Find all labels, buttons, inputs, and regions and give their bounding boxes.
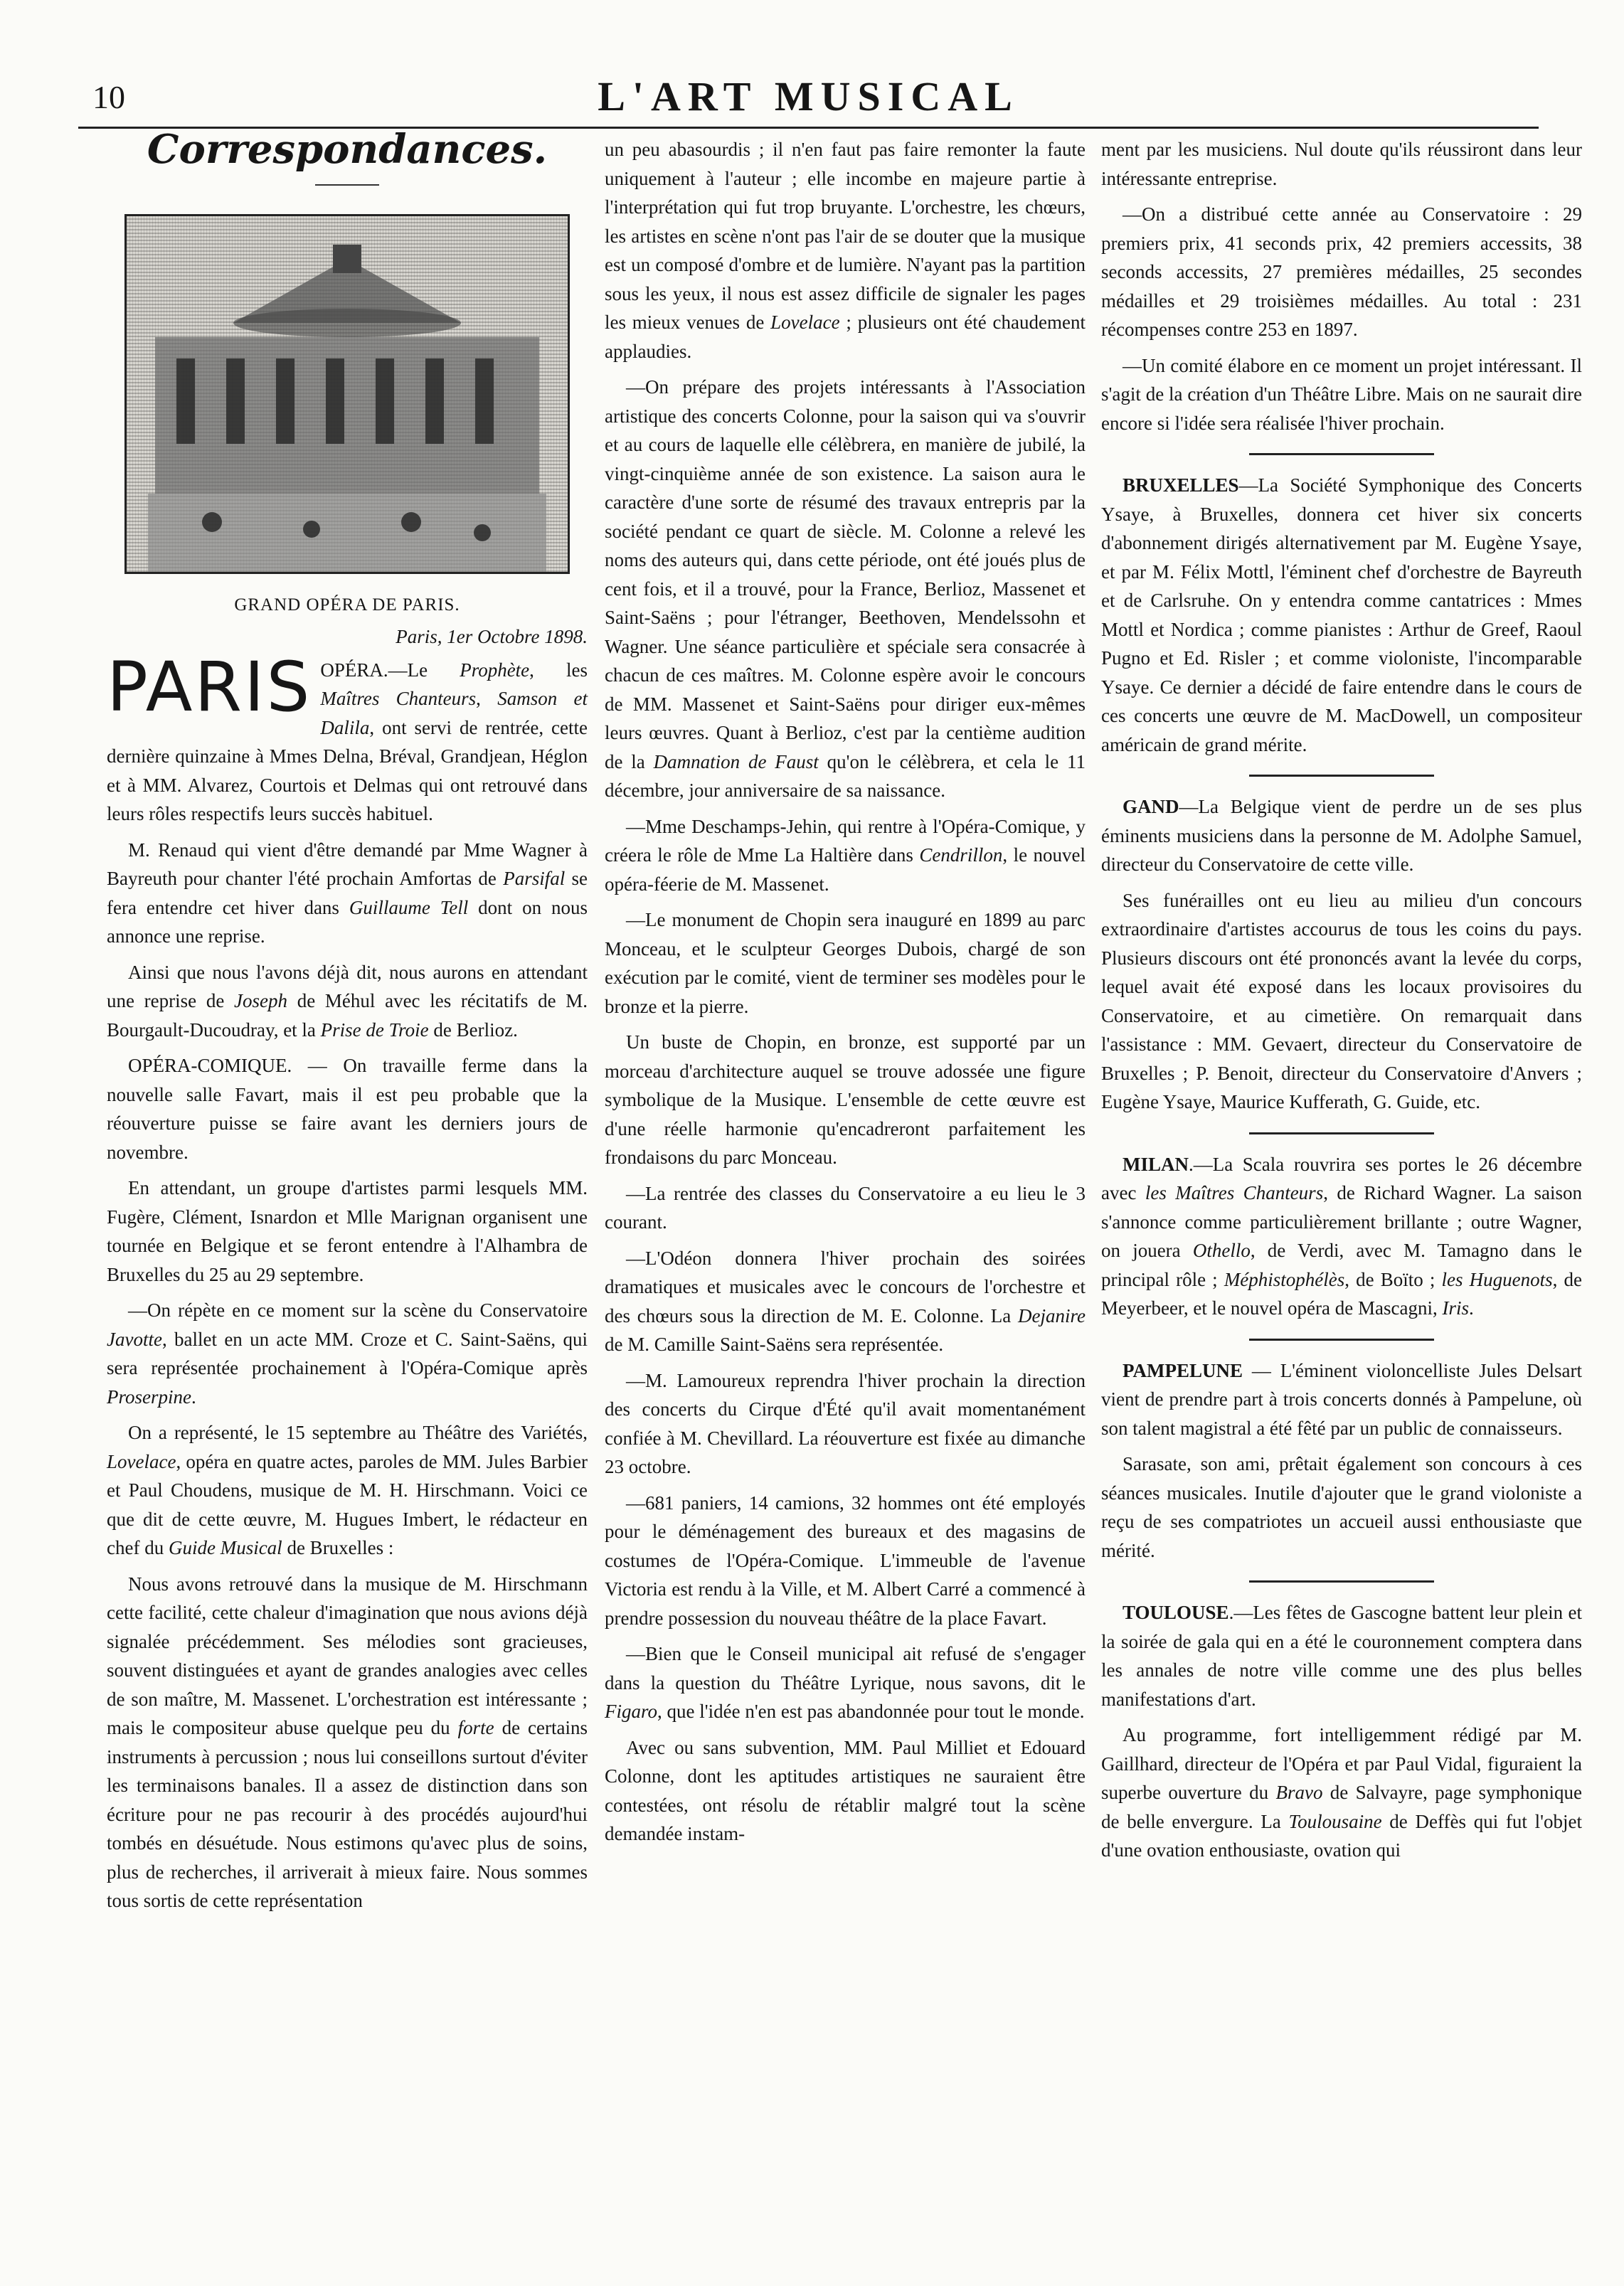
paragraph: M. Renaud qui vient d'être demandé par Mme Wagner à Bayreuth pour chanter l'été prochain Amfortas de Parsifal se fera entendre cet hiver dans Guillaume Tell dont on nous annonce une reprise. <box>107 839 588 947</box>
paragraph: —Bien que le Conseil municipal ait refusé de s'engager dans la question du Théâtre Lyrique, nous savons, dit le Figaro, que l'idée n'en est pas abandonnée pour tout le monde. <box>605 1643 1086 1722</box>
paragraph: PARIS OPÉRA.—Le Prophète, les Maîtres Chanteurs, Samson et Dalila, ont servi de rentrée, cette dernière quinzaine à Mmes Delna, Bréval, Grandjean, Héglon et à MM. Alvarez, Courtois et Delmas qui ont retrouvé dans leurs rôles respectifs leurs succès habituel. <box>107 647 588 824</box>
title-rule <box>315 184 379 186</box>
paragraph: Sarasate, son ami, prêtait également son concours à ces séances musicales. Inutile d'ajouter que le grand violoniste a reçu de ses compatriotes un accueil aussi enthousiaste que mérité. <box>1101 1453 1582 1561</box>
paris-dropcap: PARIS <box>107 647 312 727</box>
paragraph: Ses funérailles ont eu lieu au milieu d'un concours extraordinaire d'artistes accourus de tous les coins du pays. Plusieurs discours ont été prononcés avant la levée du corps, lequel avait été exposé dans les locaux provisoires du Conservatoire, et au cimetière. On remarquait dans l'assistance : MM. Gevaert, directeur du Conservatoire de Bruxelles ; P. Benoit, directeur du Conservatoire d'Anvers ; Eugène Ysaye, Maurice Kufferath, G. Guide, etc. <box>1101 889 1582 1112</box>
section-rule <box>1249 1339 1434 1341</box>
paragraph: —On a distribué cette année au Conservatoire : 29 premiers prix, 41 seconds prix, 42 premiers accessits, 38 seconds accessits, 27 premières médailles, 25 secondes médailles et 29 troisièmes médailles. Au total : 231 récompenses contre 253 en 1897. <box>1101 203 1582 340</box>
section-rule <box>1249 453 1434 455</box>
city-heading: GAND <box>1123 796 1179 817</box>
opera-building-illustration <box>127 216 568 572</box>
paragraph: En attendant, un groupe d'artistes parmi lesquels MM. Fugère, Clément, Isnardon et Mlle Marignan organisent une tournée en Belgique et se feront entendre à l'Alhambra de Bruxelles du 25 au 29 septembre. <box>107 1177 588 1285</box>
section-rule <box>1249 1580 1434 1583</box>
column-2 <box>605 135 1086 1856</box>
column-3 <box>1101 135 1582 1872</box>
paragraph: —On prépare des projets intéressants à l'Association artistique des concerts Colonne, pour la saison qui va s'ouvrir et au cours de laquelle elle célèbrera, en manière de jubilé, la vingt-cinquième année de son existence. La saison aura le caractère d'une sorte de résumé des travaux entrepris par la société pendant ce quart de siècle. M. Colonne a relevé les noms des auteurs qui, dans cette période, ont été joués plus de cent fois, et il a trouvé, pour la France, Berlioz, Massenet et Saint-Saëns ; pour l'étranger, Beethoven, Mendelssohn et Wagner. Une séance particulière et spéciale sera consacrée à chacun de ces maîtres. M. Colonne espère avoir le concours de MM. Massenet et Saint-Saëns pour diriger eux-mêmes leurs œuvres. Quant à Berlioz, c'est par la centième audition de la Damnation de Faust qu'on le célèbrera, et cela le 11 décembre, jour anniversaire de sa naissance. <box>605 376 1086 801</box>
masthead <box>78 64 1539 128</box>
paragraph: MILAN.—La Scala rouvrira ses portes le 26 décembre avec les Maîtres Chanteurs, de Richard Wagner. La saison s'annonce comme particulièrement brillante ; outre Wagner, on jouera Othello, de Verdi, avec M. Tamagno dans le principal rôle ; Méphistophélès, de Boïto ; les Huguenots, de Meyerbeer, et le nouvel opéra de Mascagni, Iris. <box>1101 1153 1583 1319</box>
section-title: Correspondances. <box>147 126 548 173</box>
section-rule <box>1249 775 1434 777</box>
page-number: 10 <box>92 79 125 115</box>
city-heading: MILAN <box>1123 1153 1189 1175</box>
paragraph: BRUXELLES—La Société Symphonique des Concerts Ysaye, à Bruxelles, donnera cet hiver six concerts d'abonnement dirigés alternativement par M. Eugène Ysaye, et par M. Félix Mottl, l'éminent chef d'orchestre de Bayreuth et de Carlsruhe. On y entendra comme cantatrices : Mmes Mottl et Nordica ; comme pianistes : Arthur de Greef, Raoul Pugno et Ed. Risler ; et comme violoniste, l'incomparable Ysaye. Ce dernier a décidé de faire entendre dans le cours de ces concerts une œuvre de M. MacDowell, un compositeur américain de grand mérite. <box>1101 474 1582 755</box>
paragraph: Avec ou sans subvention, MM. Paul Milliet et Edouard Colonne, dont les aptitudes artistiques ne sauraient être contestées, ont résolu de rétablir malgré tout la scène demandée instam- <box>605 1736 1086 1844</box>
paragraph: Nous avons retrouvé dans la musique de M. Hirschmann cette facilité, cette chaleur d'imagination que nous avions déjà signalée précédemment. Ses mélodies sont gracieuses, souvent distinguées et ayant de grandes analogies avec celles de son maître, M. Massenet. L'orchestration est intéressante ; mais le compositeur abuse quelque peu du forte de certains instruments à percussion ; nous lui conseillons surtout d'éviter les terminaisons banales. Il a assez de distinction dans son écriture pour ne pas recourir à des procédés aujourd'hui tombés en désuétude. Nous estimons qu'avec plus de soins, plus de recherches, il arriverait à mieux faire. Nous sommes tous sortis de cette représentation <box>107 1573 588 1911</box>
city-heading: PAMPELUNE <box>1123 1359 1243 1381</box>
paragraph: OPÉRA-COMIQUE. — On travaille ferme dans la nouvelle salle Favart, mais il est peu probable que la réouverture puisse se faire avant les derniers jours de novembre. <box>107 1055 588 1163</box>
image-caption: GRAND OPÉRA DE PARIS. <box>234 595 460 615</box>
paragraph: —681 paniers, 14 camions, 32 hommes ont été employés pour le déménagement des bureaux et des magasins de costumes de l'Opéra-Comique. L'immeuble de l'avenue Victoria est rendu à la Ville, et M. Albert Carré a commencé à prendre possession du nouveau théâtre de la place Favart. <box>605 1492 1086 1629</box>
paragraph: —L'Odéon donnera l'hiver prochain des soirées dramatiques et musicales avec le concours de l'orchestre et des chœurs sous la direction de M. E. Colonne. La Dejanire de M. Camille Saint-Saëns sera représentée. <box>605 1247 1086 1355</box>
paragraph: —Le monument de Chopin sera inauguré en 1899 au parc Monceau, et le sculpteur Georges Dubois, chargé de son exécution par le comité, vient de terminer ses modèles pour le bronze et la pierre. <box>605 909 1086 1017</box>
paragraph: Ainsi que nous l'avons déjà dit, nous aurons en attendant une reprise de Joseph de Méhul avec les récitatifs de M. Bourgault-Ducoudray, et la Prise de Troie de Berlioz. <box>107 961 588 1041</box>
paragraph: TOULOUSE.—Les fêtes de Gascogne battent leur plein et la soirée de gala qui en a été le couronnement comptera dans les annales de notre ville comme une des plus belles manifestations d'art. <box>1101 1602 1582 1710</box>
section-rule <box>1249 1132 1434 1134</box>
paragraph: ment par les musiciens. Nul doute qu'ils réussiront dans leur intéressante entreprise. <box>1101 139 1582 189</box>
city-heading: TOULOUSE <box>1123 1602 1229 1623</box>
paragraph: —On répète en ce moment sur la scène du Conservatoire Javotte, ballet en un acte MM. Croze et C. Saint-Saëns, qui sera représentée prochainement à l'Opéra-Comique après Proserpine. <box>107 1299 588 1408</box>
paragraph: GAND—La Belgique vient de perdre un de ses plus éminents musiciens dans la personne de M. Adolphe Samuel, directeur du Conservatoire de cette ville. <box>1101 796 1582 875</box>
dateline: Paris, 1er Octobre 1898. <box>396 626 588 647</box>
paragraph: PAMPELUNE — L'éminent violoncelliste Jules Delsart vient de prendre part à trois concerts donnés à Pampelune, où son talent magistral a été fêté par un public de connaisseurs. <box>1101 1359 1582 1439</box>
opera-engraving <box>124 214 570 574</box>
journal-title: L'ART MUSICAL <box>598 73 1019 119</box>
column-1 <box>107 126 588 1923</box>
paragraph: —La rentrée des classes du Conservatoire a eu lieu le 3 courant. <box>605 1182 1086 1233</box>
paragraph: Au programme, fort intelligemment rédigé par M. Gaillhard, directeur de l'Opéra et par Paul Vidal, figuraient la superbe ouverture du Bravo de Salvayre, page symphonique de belle envergure. La Toulousaine de Deffès qui fut l'objet d'une ovation enthousiaste, ovation qui <box>1101 1724 1583 1861</box>
paragraph: —Mme Deschamps-Jehin, qui rentre à l'Opéra-Comique, y créera le rôle de Mme La Haltière dans Cendrillon, le nouvel opéra-féerie de M. Massenet. <box>605 815 1086 895</box>
city-heading: BRUXELLES <box>1123 474 1239 496</box>
paragraph: un peu abasourdis ; il n'en faut pas faire remonter la faute uniquement à l'auteur ; elle incombe en majeure partie à l'interprétation qui fut trop bruyante. L'orchestre, les chœurs, les artistes en scène n'ont pas l'air de se douter que la musique est un composé d'ombre et de lumière. N'ayant pas la partition sous les yeux, il nous est assez difficile de signaler les pages les mieux venues de Lovelace ; plusieurs ont été chaudement applaudies. <box>605 139 1086 362</box>
paragraph: On a représenté, le 15 septembre au Théâtre des Variétés, Lovelace, opéra en quatre actes, paroles de MM. Jules Barbier et Paul Choudens, musique de M. H. Hirschmann. Voici ce que dit de cette œuvre, M. Hugues Imbert, le rédacteur en chef du Guide Musical de Bruxelles : <box>107 1422 588 1558</box>
paragraph: —M. Lamoureux reprendra l'hiver prochain la direction des concerts du Cirque d'Été qu'il avait momentanément confiée à M. Chevillard. La réouverture est fixée au dimanche 23 octobre. <box>605 1369 1086 1477</box>
paragraph: —Un comité élabore en ce moment un projet intéressant. Il s'agit de la création d'un Théâtre Libre. Mais on ne saurait dire encore si l'idée sera réalisée l'hiver prochain. <box>1101 354 1582 434</box>
paragraph: Un buste de Chopin, en bronze, est supporté par un morceau d'architecture auquel se trouve adossée une figure symbolique de la Musique. L'ensemble de cette œuvre est d'une réelle harmonie qu'encadreront parfaitement les frondaisons du parc Monceau. <box>605 1031 1086 1168</box>
